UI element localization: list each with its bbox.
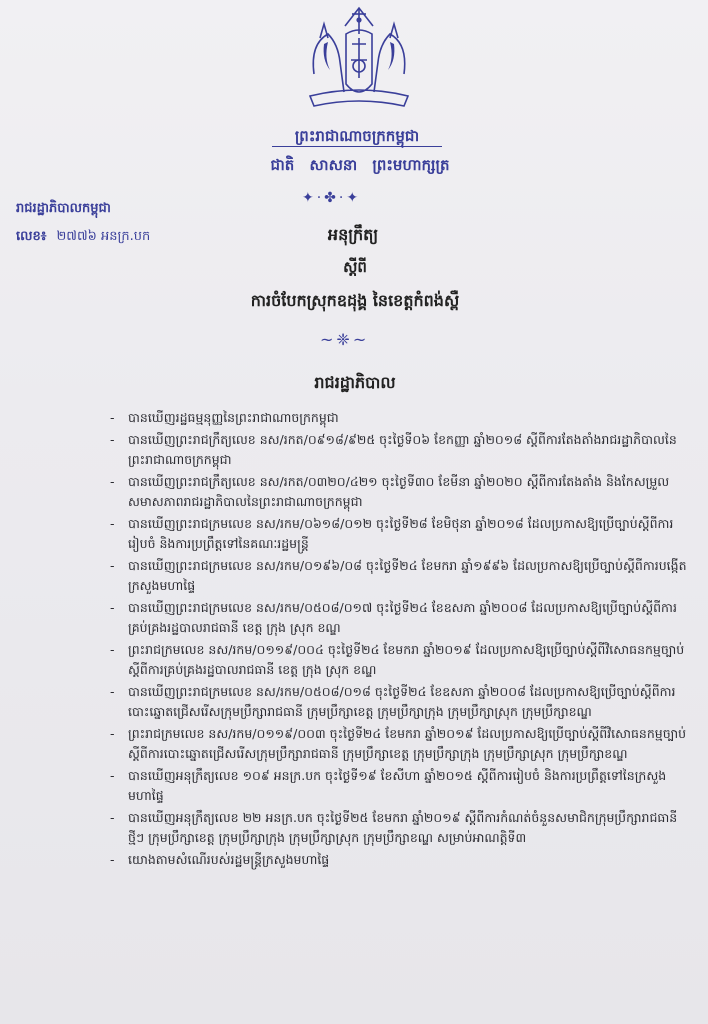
document-number-label: លេខ៖ bbox=[16, 229, 47, 244]
list-item: - បានឃើញព្រះរាជក្រមលេខ នស/រកម/០១៩៦/០៨ ចុះថ្ងៃទី២៤ ខែមករា ឆ្នាំ១៩៩៦ ដែលប្រកាសឱ្យប្រើច្បាប់ស្ដីពីការបង្កើតក្រសួងមហាផ្ទៃ bbox=[110, 558, 687, 593]
list-item: - បានឃើញព្រះរាជក្រមលេខ នស/រកម/០៥០៨/០១៧ ចុះថ្ងៃទី២៤ ខែឧសភា ឆ្នាំ២០០៨ ដែលប្រកាសឱ្យប្រើច្បាប់ស្ដីពីការគ្រប់គ្រងរដ្ឋបាលរាជធានី ខេត្ត ក្រុង ស្រុក ខណ្ឌ bbox=[110, 600, 677, 635]
list-item: - យោងតាមសំណើរបស់រដ្ឋមន្ត្រីក្រសួងមហាផ្ទៃ bbox=[106, 850, 688, 870]
document-type-title: អនុក្រឹត្យ bbox=[327, 225, 379, 244]
list-item: - បានឃើញព្រះរាជក្រមលេខ នស/រកម/០៦១៨/០១២ ចុះថ្ងៃទី២៨ ខែមិថុនា ឆ្នាំ២០១៨ ដែលប្រកាសឱ្យប្រើច្បាប់ស្ដីពីការរៀបចំ និងការប្រព្រឹត្តទៅនៃគណៈរដ្ឋមន្ត្រី bbox=[110, 516, 674, 551]
document-number bbox=[16, 228, 150, 247]
decree-subject: ការចំបែកស្រុកឧដុង្គ នៃខេត្តកំពង់ស្ពឺ bbox=[250, 291, 460, 310]
bullet-dash: - bbox=[110, 516, 115, 531]
bullet-dash: - bbox=[110, 642, 115, 657]
list-item: - បានឃើញរដ្ឋធម្មនុញ្ញនៃព្រះរាជាណាចក្រកម្ពុជា bbox=[106, 408, 688, 428]
bullet-dash: - bbox=[110, 600, 115, 615]
bullet-dash: - bbox=[110, 768, 115, 783]
national-motto: ជាតិ សាសនា ព្រះមហាក្សត្រ bbox=[270, 156, 450, 174]
kingdom-heading: ព្រះរាជាណាចក្រកម្ពុជា bbox=[272, 126, 442, 147]
bullet-dash: - bbox=[110, 852, 115, 867]
subject-label: ស្ដីពី bbox=[343, 258, 367, 276]
ornament-divider-mid: ~❈~ bbox=[320, 330, 370, 349]
royal-coat-of-arms-icon bbox=[300, 4, 418, 116]
list-item: - ព្រះរាជក្រមលេខ នស/រកម/០១១៩/០០៤ ចុះថ្ងៃទី២៤ ខែមករា ឆ្នាំ២០១៩ ដែលប្រកាសឱ្យប្រើច្បាប់ស្ដីពីវិសោធនកម្មច្បាប់ស្ដីពីការគ្រប់គ្រងរដ្ឋបាលរាជធានី ខេត្ត ក្រុង ស្រុក ខណ្ឌ bbox=[110, 642, 685, 677]
bullet-dash: - bbox=[110, 726, 115, 741]
list-item: - បានឃើញអនុក្រឹត្យលេខ ១០៩ អនក្រ.បក ចុះថ្ងៃទី១៩ ខែសីហា ឆ្នាំ២០១៥ ស្ដីពីការរៀបចំ និងការប្រព្រឹត្តទៅនៃក្រសួងមហាផ្ទៃ bbox=[110, 768, 667, 803]
list-item: - បានឃើញព្រះរាជក្រមលេខ នស/រកម/០៥០៨/០១៨ ចុះថ្ងៃទី២៤ ខែឧសភា ឆ្នាំ២០០៨ ដែលប្រកាសឱ្យប្រើច្បាប់ស្ដីពីការបោះឆ្នោតជ្រើសរើសក្រុមប្រឹក្សារាជធានី ក្រុមប្រឹក្សាខេត្ត ក្រុមប្រឹក្សាក្រុង ក្រុមប្រឹក្សាស្រុក ក្រុមប្រឹក្សាខណ្ឌ bbox=[110, 684, 676, 719]
legal-basis-list bbox=[106, 408, 688, 872]
bullet-dash: - bbox=[110, 810, 115, 825]
bullet-dash: - bbox=[110, 474, 115, 489]
bullet-dash: - bbox=[110, 684, 115, 699]
government-heading: រាជរដ្ឋាភិបាល bbox=[314, 373, 396, 392]
document-number-value: ២៧៧៦ អនក្រ.បក bbox=[56, 229, 151, 244]
list-item: - បានឃើញព្រះរាជក្រឹត្យលេខ នស/រកត/០៩១៨/៩២៥ ចុះថ្ងៃទី០៦ ខែកញ្ញា ឆ្នាំ២០១៨ ស្ដីពីការតែងតាំងរាជរដ្ឋាភិបាលនៃព្រះរាជាណាចក្រកម្ពុជា bbox=[110, 432, 677, 467]
bullet-dash: - bbox=[110, 432, 115, 447]
bullet-dash: - bbox=[110, 558, 115, 573]
list-item: - បានឃើញអនុក្រឹត្យលេខ ២២ អនក្រ.បក ចុះថ្ងៃទី២៥ ខែមករា ឆ្នាំ២០១៩ ស្ដីពីការកំណត់ចំនួនសមាជិកក្រុមប្រឹក្សារាជធានីថ្មីៗ ក្រុមប្រឹក្សាខេត្ត ក្រុមប្រឹក្សាក្រុង ក្រុមប្រឹក្សាស្រុក ក្រុមប្រឹក្សាខណ្ឌ សម្រាប់អាណត្តិទី៣ bbox=[110, 810, 678, 845]
list-item: - ព្រះរាជក្រមលេខ នស/រកម/០១១៩/០០៣ ចុះថ្ងៃទី២៤ ខែមករា ឆ្នាំ២០១៩ ដែលប្រកាសឱ្យប្រើច្បាប់ស្ដីពីវិសោធនកម្មច្បាប់ស្ដីពីការបោះឆ្នោតជ្រើសរើសក្រុមប្រឹក្សារាជធានី ក្រុមប្រឹក្សាខេត្ត ក្រុមប្រឹក្សាក្រុង ក្រុមប្រឹក្សាស្រុក ក្រុមប្រឹក្សាខណ្ឌ bbox=[110, 726, 687, 761]
issuing-government: រាជរដ្ឋាភិបាលកម្ពុជា bbox=[16, 201, 111, 216]
bullet-dash: - bbox=[110, 410, 115, 425]
ornament-divider-top: ✦·✤·✦ bbox=[302, 190, 362, 206]
list-item: - បានឃើញព្រះរាជក្រឹត្យលេខ នស/រកត/០៣២០/៤២១ ចុះថ្ងៃទី៣០ ខែមីនា ឆ្នាំ២០២០ ស្ដីពីការតែងតាំង និងកែសម្រួលសមាសភាពរាជរដ្ឋាភិបាលនៃព្រះរាជាណាចក្រកម្ពុជា bbox=[110, 474, 670, 509]
